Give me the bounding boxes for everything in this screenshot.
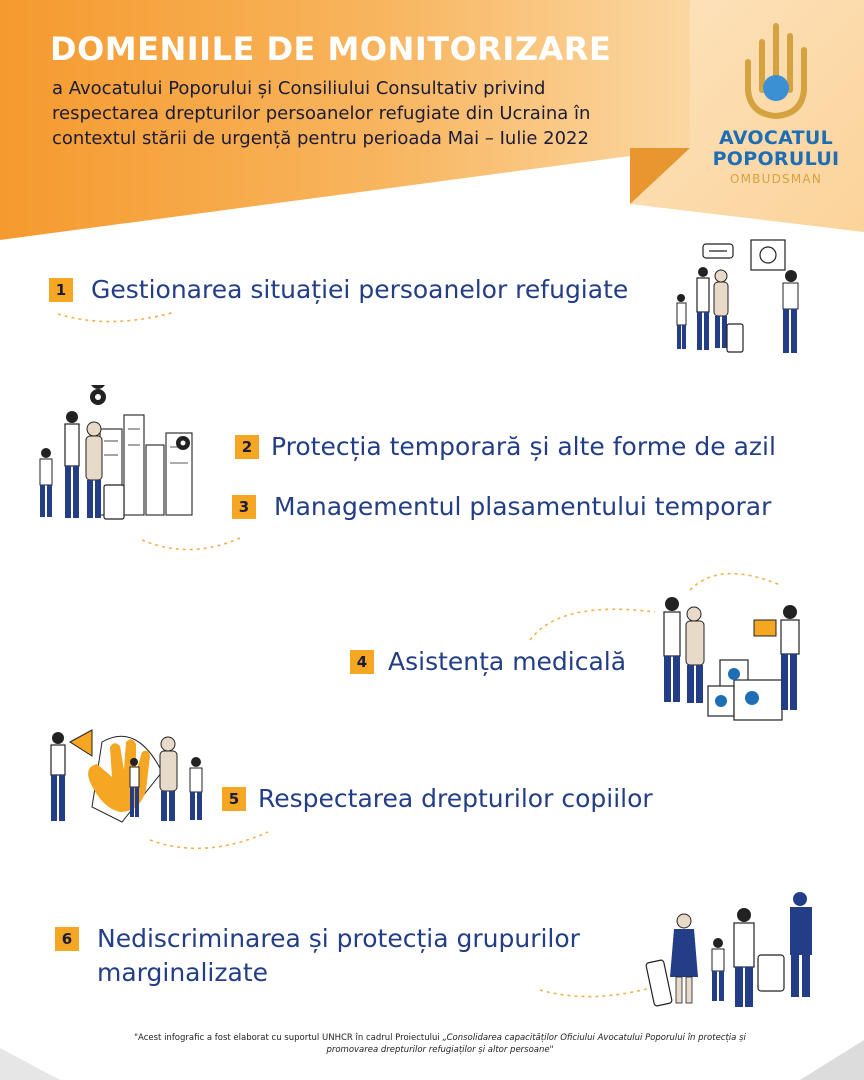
item-label: Nediscriminarea și protecția grupurilor marginalizate bbox=[97, 924, 580, 987]
item-number-badge: 6 bbox=[55, 927, 79, 951]
item-3 bbox=[232, 492, 771, 521]
item-5 bbox=[222, 784, 653, 813]
footnote-prefix: "Acest infografic a fost elaborat cu suportul UNHCR în cadrul Proiectului bbox=[134, 1033, 443, 1043]
refugee-family-illustration bbox=[665, 238, 815, 363]
medical-assistance-illustration bbox=[650, 590, 820, 725]
marginalized-groups-illustration bbox=[640, 885, 825, 1013]
page-title: DOMENIILE DE MONITORIZARE bbox=[50, 30, 612, 68]
ombudsman-hand-logo-icon bbox=[738, 20, 814, 120]
item-4 bbox=[350, 647, 626, 676]
logo-line2: POPORULUI bbox=[712, 148, 840, 170]
item-label: Gestionarea situației persoanelor refugiate bbox=[91, 275, 629, 304]
item-number-badge: 5 bbox=[222, 787, 246, 811]
item-2 bbox=[235, 432, 776, 461]
item-number-badge: 4 bbox=[350, 650, 374, 674]
logo-line3: OMBUDSMAN bbox=[729, 172, 822, 186]
item-number-badge: 2 bbox=[235, 435, 259, 459]
item-number-badge: 1 bbox=[49, 278, 73, 302]
item-6 bbox=[55, 922, 637, 990]
item-label: Asistența medicală bbox=[388, 647, 627, 676]
footnote-project: „Consolidarea capacităților Oficiului Avocatului Poporului în protecția și promovarea drepturilor refugiaților și altor persoane" bbox=[326, 1033, 746, 1055]
item-label: Managementul plasamentului temporar bbox=[274, 492, 772, 521]
item-1 bbox=[49, 275, 628, 304]
item-number-badge: 3 bbox=[232, 495, 256, 519]
footnote bbox=[120, 1032, 760, 1056]
logo-line1: AVOCATUL bbox=[718, 127, 833, 149]
children-rights-illustration bbox=[42, 712, 217, 827]
item-label: Respectarea drepturilor copiilor bbox=[258, 784, 653, 813]
item-label: Protecția temporară și alte forme de azil bbox=[271, 432, 776, 461]
family-city-illustration bbox=[30, 385, 200, 527]
page-subtitle: a Avocatului Poporului și Consiliului Consultativ privind respectarea drepturilor persoanelor refugiate din Ucraina în contextul stării de urgență pentru perioada Mai – Iulie 2022 bbox=[52, 78, 591, 149]
